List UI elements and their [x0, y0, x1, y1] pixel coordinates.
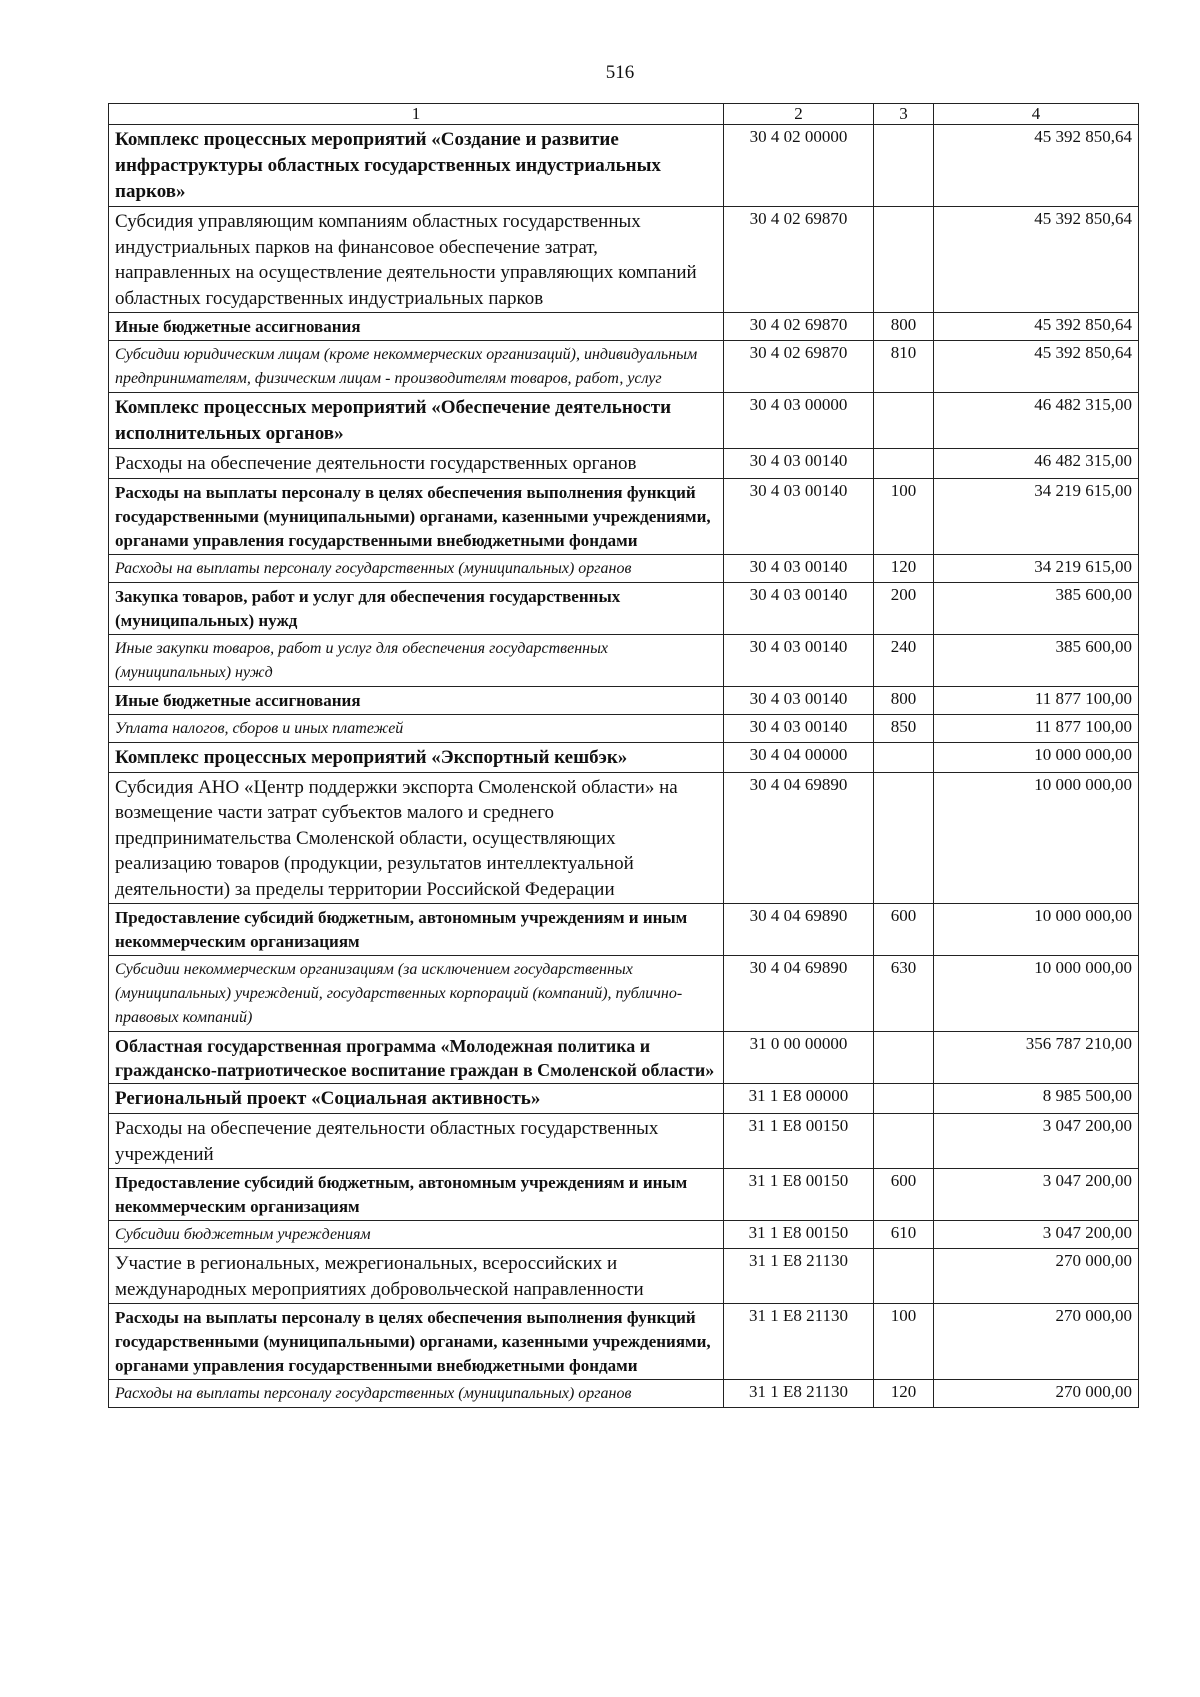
row-type-cell: 100 [874, 1304, 934, 1380]
row-type-cell [874, 1114, 934, 1169]
row-code-cell: 30 4 03 00000 [724, 393, 874, 449]
row-type-cell: 630 [874, 956, 934, 1032]
row-type-cell: 600 [874, 1169, 934, 1221]
column-header-1: 1 [109, 104, 724, 125]
row-code-cell: 30 4 03 00140 [724, 714, 874, 742]
row-name-cell: Комплекс процессных мероприятий «Экспортный кешбэк» [109, 742, 724, 772]
table-row [109, 772, 1139, 904]
page-number: 516 [605, 62, 635, 83]
row-amount-cell: 3 047 200,00 [934, 1114, 1139, 1169]
row-name-cell: Предоставление субсидий бюджетным, автономным учреждениям и иным некоммерческим организациям [109, 1169, 724, 1221]
table-row [109, 714, 1139, 742]
row-code-cell: 30 4 02 69870 [724, 313, 874, 341]
row-code-cell: 31 1 E8 21130 [724, 1304, 874, 1380]
row-code-cell: 30 4 02 69870 [724, 341, 874, 393]
row-name-cell: Субсидия АНО «Центр поддержки экспорта Смоленской области» на возмещение части затрат субъектов малого и среднего предпринимательства Смоленской области, осуществляющих реализацию товаров (продукции, результатов интеллектуальной деятельности) за пределы территории Российской Федерации [109, 772, 724, 904]
row-code-cell: 31 1 E8 00150 [724, 1114, 874, 1169]
table-header-row [109, 104, 1139, 125]
row-type-cell [874, 1084, 934, 1114]
row-type-cell [874, 1032, 934, 1084]
table-row [109, 1084, 1139, 1114]
row-amount-cell: 11 877 100,00 [934, 714, 1139, 742]
row-amount-cell: 3 047 200,00 [934, 1169, 1139, 1221]
row-amount-cell: 356 787 210,00 [934, 1032, 1139, 1084]
row-code-cell: 31 1 E8 21130 [724, 1249, 874, 1304]
row-name-cell: Субсидии юридическим лицам (кроме некоммерческих организаций), индивидуальным предпринимателям, физическим лицам - производителям товаров, работ, услуг [109, 341, 724, 393]
row-type-cell [874, 772, 934, 904]
row-code-cell: 31 1 E8 00150 [724, 1169, 874, 1221]
row-name-cell: Субсидия управляющим компаниям областных государственных индустриальных парков на финансовое обеспечение затрат, направленных на осуществление деятельности управляющих компаний областных государственных индустриальных парков [109, 207, 724, 313]
row-code-cell: 30 4 04 00000 [724, 742, 874, 772]
row-amount-cell: 45 392 850,64 [934, 341, 1139, 393]
row-amount-cell: 46 482 315,00 [934, 393, 1139, 449]
row-code-cell: 31 1 E8 21130 [724, 1380, 874, 1408]
table-row [109, 393, 1139, 449]
table-row [109, 634, 1139, 686]
row-type-cell: 800 [874, 686, 934, 714]
row-type-cell [874, 449, 934, 479]
row-amount-cell: 270 000,00 [934, 1380, 1139, 1408]
row-type-cell [874, 1249, 934, 1304]
table-row [109, 1169, 1139, 1221]
row-name-cell: Закупка товаров, работ и услуг для обеспечения государственных (муниципальных) нужд [109, 582, 724, 634]
row-type-cell: 240 [874, 634, 934, 686]
table-row [109, 554, 1139, 582]
row-name-cell: Расходы на выплаты персоналу в целях обеспечения выполнения функций государственными (муниципальными) органами, казенными учреждениями, органами управления государственными внебюджетными фондами [109, 478, 724, 554]
row-amount-cell: 385 600,00 [934, 634, 1139, 686]
row-name-cell: Комплекс процессных мероприятий «Обеспечение деятельности исполнительных органов» [109, 393, 724, 449]
row-amount-cell: 10 000 000,00 [934, 904, 1139, 956]
row-name-cell: Региональный проект «Социальная активность» [109, 1084, 724, 1114]
table-row [109, 742, 1139, 772]
table-row [109, 582, 1139, 634]
row-name-cell: Иные бюджетные ассигнования [109, 313, 724, 341]
row-name-cell: Субсидии некоммерческим организациям (за исключением государственных (муниципальных) учреждений, государственных корпораций (компаний), публично-правовых компаний) [109, 956, 724, 1032]
table-row [109, 1304, 1139, 1380]
table-row [109, 478, 1139, 554]
table-row [109, 313, 1139, 341]
row-type-cell: 100 [874, 478, 934, 554]
row-name-cell: Областная государственная программа «Молодежная политика и гражданско-патриотическое воспитание граждан в Смоленской области» [109, 1032, 724, 1084]
column-header-3: 3 [874, 104, 934, 125]
row-amount-cell: 8 985 500,00 [934, 1084, 1139, 1114]
row-code-cell: 30 4 03 00140 [724, 478, 874, 554]
row-amount-cell: 45 392 850,64 [934, 125, 1139, 207]
row-code-cell: 30 4 03 00140 [724, 449, 874, 479]
table-row [109, 1380, 1139, 1408]
row-type-cell: 600 [874, 904, 934, 956]
row-type-cell [874, 207, 934, 313]
row-amount-cell: 385 600,00 [934, 582, 1139, 634]
row-type-cell [874, 393, 934, 449]
column-header-2: 2 [724, 104, 874, 125]
table-row [109, 1114, 1139, 1169]
row-type-cell: 850 [874, 714, 934, 742]
row-type-cell: 120 [874, 1380, 934, 1408]
row-amount-cell: 10 000 000,00 [934, 772, 1139, 904]
row-code-cell: 30 4 03 00140 [724, 686, 874, 714]
row-amount-cell: 3 047 200,00 [934, 1221, 1139, 1249]
row-code-cell: 30 4 04 69890 [724, 772, 874, 904]
row-type-cell: 120 [874, 554, 934, 582]
table-row [109, 207, 1139, 313]
budget-table [108, 103, 1139, 1408]
row-amount-cell: 34 219 615,00 [934, 478, 1139, 554]
row-amount-cell: 34 219 615,00 [934, 554, 1139, 582]
row-amount-cell: 10 000 000,00 [934, 956, 1139, 1032]
row-code-cell: 30 4 04 69890 [724, 904, 874, 956]
row-name-cell: Комплекс процессных мероприятий «Создание и развитие инфраструктуры областных государственных индустриальных парков» [109, 125, 724, 207]
row-code-cell: 30 4 03 00140 [724, 582, 874, 634]
row-amount-cell: 45 392 850,64 [934, 313, 1139, 341]
row-code-cell: 30 4 04 69890 [724, 956, 874, 1032]
row-amount-cell: 11 877 100,00 [934, 686, 1139, 714]
row-amount-cell: 45 392 850,64 [934, 207, 1139, 313]
row-name-cell: Иные закупки товаров, работ и услуг для обеспечения государственных (муниципальных) нужд [109, 634, 724, 686]
column-header-4: 4 [934, 104, 1139, 125]
row-code-cell: 30 4 02 69870 [724, 207, 874, 313]
row-code-cell: 31 1 E8 00150 [724, 1221, 874, 1249]
row-name-cell: Иные бюджетные ассигнования [109, 686, 724, 714]
row-name-cell: Предоставление субсидий бюджетным, автономным учреждениям и иным некоммерческим организациям [109, 904, 724, 956]
row-type-cell: 810 [874, 341, 934, 393]
row-code-cell: 30 4 02 00000 [724, 125, 874, 207]
row-amount-cell: 46 482 315,00 [934, 449, 1139, 479]
row-amount-cell: 10 000 000,00 [934, 742, 1139, 772]
row-name-cell: Участие в региональных, межрегиональных, всероссийских и международных мероприятиях добровольческой направленности [109, 1249, 724, 1304]
row-name-cell: Расходы на выплаты персоналу в целях обеспечения выполнения функций государственными (муниципальными) органами, казенными учреждениями, органами управления государственными внебюджетными фондами [109, 1304, 724, 1380]
row-type-cell: 610 [874, 1221, 934, 1249]
table-row [109, 449, 1139, 479]
row-code-cell: 31 1 E8 00000 [724, 1084, 874, 1114]
row-name-cell: Субсидии бюджетным учреждениям [109, 1221, 724, 1249]
table-row [109, 904, 1139, 956]
table-row [109, 1249, 1139, 1304]
row-amount-cell: 270 000,00 [934, 1304, 1139, 1380]
table-row [109, 686, 1139, 714]
table-row [109, 1032, 1139, 1084]
row-code-cell: 30 4 03 00140 [724, 634, 874, 686]
table-row [109, 125, 1139, 207]
row-name-cell: Расходы на выплаты персоналу государственных (муниципальных) органов [109, 554, 724, 582]
row-type-cell [874, 125, 934, 207]
row-name-cell: Расходы на обеспечение деятельности областных государственных учреждений [109, 1114, 724, 1169]
table-row [109, 956, 1139, 1032]
table-row [109, 341, 1139, 393]
budget-table-body [109, 125, 1139, 1408]
row-code-cell: 30 4 03 00140 [724, 554, 874, 582]
row-name-cell: Расходы на выплаты персоналу государственных (муниципальных) органов [109, 1380, 724, 1408]
row-type-cell: 800 [874, 313, 934, 341]
row-amount-cell: 270 000,00 [934, 1249, 1139, 1304]
row-type-cell: 200 [874, 582, 934, 634]
row-name-cell: Расходы на обеспечение деятельности государственных органов [109, 449, 724, 479]
row-code-cell: 31 0 00 00000 [724, 1032, 874, 1084]
row-type-cell [874, 742, 934, 772]
table-row [109, 1221, 1139, 1249]
row-name-cell: Уплата налогов, сборов и иных платежей [109, 714, 724, 742]
